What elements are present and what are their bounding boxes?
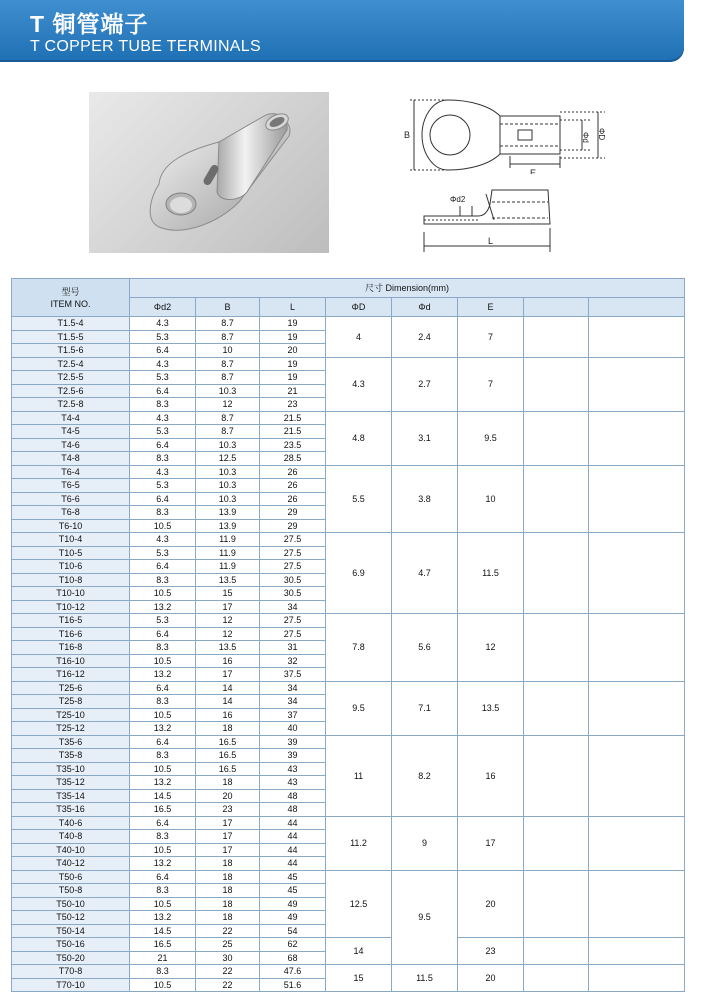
outer-diameter-cell: 11.2 (326, 816, 392, 870)
dimension-cell: 49 (260, 897, 326, 911)
inner-diameter-cell: 2.7 (392, 357, 458, 411)
dimension-cell: 17 (196, 600, 260, 614)
dimension-cell: 18 (196, 857, 260, 871)
dimension-cell: 10.3 (196, 492, 260, 506)
dimension-cell: 6.4 (130, 870, 196, 884)
table-row (12, 816, 685, 830)
dimension-cell: 18 (196, 884, 260, 898)
dimension-cell: 5.3 (130, 546, 196, 560)
dimension-cell: 8.3 (130, 830, 196, 844)
dimension-cell: 4.3 (130, 411, 196, 425)
item-no-cell: T25-10 (12, 708, 130, 722)
table-row (12, 681, 685, 695)
empty-cell (524, 411, 589, 465)
dimension-cell: 8.3 (130, 506, 196, 520)
item-no-cell: T10-6 (12, 560, 130, 574)
dimension-cell: 13.2 (130, 722, 196, 736)
item-no-cell: T40-12 (12, 857, 130, 871)
dimension-cell: 14.5 (130, 924, 196, 938)
dimension-cell: 19 (260, 330, 326, 344)
dimension-cell: 13.2 (130, 857, 196, 871)
page-title-cn: T 铜管端子 (30, 11, 149, 37)
side-view-drawing (400, 180, 630, 264)
dimension-cell: 37.5 (260, 668, 326, 682)
outer-diameter-cell: 4.3 (326, 357, 392, 411)
empty-cell (524, 965, 589, 992)
table-row (12, 965, 685, 979)
dimension-cell: 10.5 (130, 708, 196, 722)
item-no-cell: T25-8 (12, 695, 130, 709)
item-no-cell: T1.5-5 (12, 330, 130, 344)
dimension-cell: 21.5 (260, 411, 326, 425)
dimension-cell: 28.5 (260, 452, 326, 466)
top-view-drawing (400, 96, 630, 174)
dimension-cell: 5.3 (130, 371, 196, 385)
empty-cell (524, 681, 589, 735)
dimension-cell: 10.5 (130, 897, 196, 911)
item-no-cell: T40-10 (12, 843, 130, 857)
dimension-cell: 15 (196, 587, 260, 601)
item-no-cell: T70-10 (12, 978, 130, 992)
dimension-cell: 6.4 (130, 438, 196, 452)
dimension-cell: 18 (196, 911, 260, 925)
item-no-cell: T6-10 (12, 519, 130, 533)
empty-cell (589, 870, 685, 938)
table-row (12, 465, 685, 479)
dimension-cell: 8.7 (196, 425, 260, 439)
item-no-cell: T16-10 (12, 654, 130, 668)
item-no-cell: T35-6 (12, 735, 130, 749)
column-header-empty (589, 298, 685, 317)
empty-cell (524, 614, 589, 682)
item-no-header-en: ITEM NO. (50, 298, 91, 309)
empty-cell (524, 938, 589, 965)
empty-cell (589, 614, 685, 682)
dimension-cell: 47.6 (260, 965, 326, 979)
outer-diameter-cell: 11 (326, 735, 392, 816)
dimension-cell: 8.7 (196, 411, 260, 425)
inner-diameter-cell: 5.6 (392, 614, 458, 682)
item-no-cell: T2.5-5 (12, 371, 130, 385)
dimension-cell: 12 (196, 398, 260, 412)
inner-diameter-cell: 8.2 (392, 735, 458, 816)
dimension-cell: 27.5 (260, 546, 326, 560)
dimension-cell: 20 (196, 789, 260, 803)
dimension-cell: 14.5 (130, 789, 196, 803)
inner-diameter-cell: 7.1 (392, 681, 458, 735)
dimension-cell: 10.3 (196, 479, 260, 493)
inner-diameter-cell: 9 (392, 816, 458, 870)
dimension-cell: 11.9 (196, 560, 260, 574)
outer-diameter-cell: 6.9 (326, 533, 392, 614)
column-header: ΦD (326, 298, 392, 317)
length-e-cell: 17 (458, 816, 524, 870)
column-header: L (260, 298, 326, 317)
item-no-cell: T50-10 (12, 897, 130, 911)
item-no-cell: T6-4 (12, 465, 130, 479)
dimension-cell: 43 (260, 776, 326, 790)
dimension-cell: 27.5 (260, 627, 326, 641)
dimension-cell: 10.5 (130, 843, 196, 857)
dimension-cell: 10.5 (130, 762, 196, 776)
item-no-cell: T10-8 (12, 573, 130, 587)
outer-diameter-cell: 5.5 (326, 465, 392, 533)
title-banner (0, 0, 684, 62)
dimension-cell: 6.4 (130, 344, 196, 358)
item-no-cell: T1.5-6 (12, 344, 130, 358)
dimension-cell: 6.4 (130, 492, 196, 506)
length-e-cell: 20 (458, 965, 524, 992)
inner-diameter-cell: 11.5 (392, 965, 458, 992)
dimension-cell: 27.5 (260, 533, 326, 547)
item-no-cell: T6-6 (12, 492, 130, 506)
dimension-cell: 37 (260, 708, 326, 722)
dimension-cell: 18 (196, 870, 260, 884)
item-no-cell: T1.5-4 (12, 317, 130, 331)
dimension-table (11, 278, 685, 992)
label-phi-small-d: Φd (581, 132, 590, 143)
item-no-cell: T2.5-4 (12, 357, 130, 371)
item-no-cell: T2.5-6 (12, 384, 130, 398)
dimension-cell: 6.4 (130, 560, 196, 574)
dimension-cell: 44 (260, 816, 326, 830)
inner-diameter-cell: 9.5 (392, 870, 458, 965)
dimension-cell: 4.3 (130, 533, 196, 547)
dimension-cell: 8.3 (130, 398, 196, 412)
dimension-cell: 17 (196, 816, 260, 830)
inner-diameter-cell: 4.7 (392, 533, 458, 614)
dimension-cell: 21.5 (260, 425, 326, 439)
length-e-cell: 16 (458, 735, 524, 816)
dimension-cell: 5.3 (130, 330, 196, 344)
item-no-cell: T50-14 (12, 924, 130, 938)
terminal-photo (89, 92, 329, 253)
outer-diameter-cell: 9.5 (326, 681, 392, 735)
dimension-cell: 49 (260, 911, 326, 925)
dimension-cell: 16.5 (196, 762, 260, 776)
dimension-cell: 26 (260, 479, 326, 493)
dimension-cell: 13.2 (130, 600, 196, 614)
empty-cell (524, 816, 589, 870)
dimension-cell: 39 (260, 735, 326, 749)
item-no-cell: T35-14 (12, 789, 130, 803)
item-no-cell: T16-6 (12, 627, 130, 641)
dimension-cell: 4.3 (130, 465, 196, 479)
dimension-cell: 12 (196, 627, 260, 641)
length-e-cell: 12 (458, 614, 524, 682)
length-e-cell: 10 (458, 465, 524, 533)
column-header: Φd (392, 298, 458, 317)
dimension-cell: 44 (260, 830, 326, 844)
column-header: Φd2 (130, 298, 196, 317)
dimension-cell: 10.5 (130, 587, 196, 601)
table-row (12, 614, 685, 628)
column-header: B (196, 298, 260, 317)
length-e-cell: 20 (458, 870, 524, 938)
item-no-cell: T50-8 (12, 884, 130, 898)
dimension-cell: 8.3 (130, 965, 196, 979)
dimension-cell: 11.9 (196, 533, 260, 547)
dimension-cell: 43 (260, 762, 326, 776)
dimension-cell: 34 (260, 600, 326, 614)
dimension-cell: 17 (196, 830, 260, 844)
page-title-en: T COPPER TUBE TERMINALS (30, 38, 261, 55)
item-no-cell: T10-12 (12, 600, 130, 614)
dimension-cell: 34 (260, 681, 326, 695)
empty-cell (589, 411, 685, 465)
item-no-cell: T4-4 (12, 411, 130, 425)
terminal-photo-illustration (89, 92, 329, 253)
dimension-cell: 20 (260, 344, 326, 358)
item-no-cell: T4-8 (12, 452, 130, 466)
dimension-cell: 6.4 (130, 681, 196, 695)
empty-cell (524, 870, 589, 938)
outer-diameter-cell: 4 (326, 317, 392, 358)
dimension-cell: 39 (260, 749, 326, 763)
dimension-cell: 16 (196, 654, 260, 668)
column-header: E (458, 298, 524, 317)
dimension-cell: 19 (260, 371, 326, 385)
table-row (12, 411, 685, 425)
dimension-cell: 26 (260, 492, 326, 506)
empty-cell (589, 681, 685, 735)
dimension-cell: 8.3 (130, 573, 196, 587)
item-no-cell: T16-5 (12, 614, 130, 628)
item-no-cell: T4-6 (12, 438, 130, 452)
dimension-cell: 4.3 (130, 357, 196, 371)
dimension-cell: 23.5 (260, 438, 326, 452)
dimension-cell: 4.3 (130, 317, 196, 331)
length-e-cell: 7 (458, 317, 524, 358)
empty-cell (589, 357, 685, 411)
item-no-cell: T35-8 (12, 749, 130, 763)
dimension-cell: 8.3 (130, 641, 196, 655)
dimension-cell: 13.9 (196, 506, 260, 520)
dimension-cell: 10.3 (196, 438, 260, 452)
dimension-cell: 16 (196, 708, 260, 722)
label-l: L (488, 236, 494, 246)
table-row (12, 317, 685, 331)
column-header-empty (524, 298, 589, 317)
dimension-cell: 5.3 (130, 425, 196, 439)
dimension-cell: 5.3 (130, 479, 196, 493)
dimension-cell: 17 (196, 843, 260, 857)
dimension-cell: 14 (196, 681, 260, 695)
dimension-cell: 10.3 (196, 384, 260, 398)
item-no-cell: T50-6 (12, 870, 130, 884)
table-row (12, 735, 685, 749)
dimension-cell: 18 (196, 776, 260, 790)
empty-cell (589, 965, 685, 992)
dimension-cell: 30.5 (260, 587, 326, 601)
outer-diameter-cell: 4.8 (326, 411, 392, 465)
dimension-cell: 26 (260, 465, 326, 479)
dimension-cell: 30 (196, 951, 260, 965)
item-no-header-cn: 型号 (61, 286, 80, 297)
dimension-cell: 10.3 (196, 465, 260, 479)
table-row (12, 870, 685, 884)
dimension-cell: 23 (196, 803, 260, 817)
dimension-cell: 34 (260, 695, 326, 709)
item-no-cell: T6-5 (12, 479, 130, 493)
item-no-cell: T50-20 (12, 951, 130, 965)
dimension-cell: 44 (260, 857, 326, 871)
dimension-cell: 8.3 (130, 749, 196, 763)
dimension-cell: 14 (196, 695, 260, 709)
dimension-cell: 8.7 (196, 330, 260, 344)
length-e-cell: 13.5 (458, 681, 524, 735)
dimension-cell: 22 (196, 978, 260, 992)
dimension-cell: 27.5 (260, 614, 326, 628)
length-e-cell: 23 (458, 938, 524, 965)
item-no-cell: T16-12 (12, 668, 130, 682)
length-e-cell: 7 (458, 357, 524, 411)
item-no-cell: T50-12 (12, 911, 130, 925)
empty-cell (524, 465, 589, 533)
empty-cell (589, 317, 685, 358)
empty-cell (589, 938, 685, 965)
item-no-cell: T25-6 (12, 681, 130, 695)
item-no-cell: T35-10 (12, 762, 130, 776)
dimension-cell: 8.7 (196, 371, 260, 385)
item-no-cell: T50-16 (12, 938, 130, 952)
dimension-cell: 6.4 (130, 816, 196, 830)
dimension-cell: 45 (260, 884, 326, 898)
table-row (12, 938, 685, 952)
dimension-cell: 51.6 (260, 978, 326, 992)
inner-diameter-cell: 3.1 (392, 411, 458, 465)
item-no-cell: T35-16 (12, 803, 130, 817)
label-phi-big-d: ΦD (597, 128, 606, 141)
dimension-cell: 40 (260, 722, 326, 736)
dimension-cell: 8.7 (196, 357, 260, 371)
dimension-cell: 8.3 (130, 884, 196, 898)
label-e: E (530, 168, 537, 174)
dimension-cell: 16.5 (196, 749, 260, 763)
dimension-cell: 23 (260, 398, 326, 412)
outer-diameter-cell: 14 (326, 938, 392, 965)
table-row (12, 533, 685, 547)
dimension-cell: 19 (260, 317, 326, 331)
dimension-cell: 17 (196, 668, 260, 682)
empty-cell (589, 735, 685, 816)
item-no-cell: T10-4 (12, 533, 130, 547)
dimension-cell: 32 (260, 654, 326, 668)
dimension-cell: 22 (196, 924, 260, 938)
empty-cell (524, 533, 589, 614)
dimension-cell: 16.5 (130, 938, 196, 952)
empty-cell (524, 357, 589, 411)
item-no-cell: T25-12 (12, 722, 130, 736)
inner-diameter-cell: 2.4 (392, 317, 458, 358)
dimension-cell: 12 (196, 614, 260, 628)
dimension-cell: 10.5 (130, 978, 196, 992)
item-no-cell: T10-10 (12, 587, 130, 601)
inner-diameter-cell: 3.8 (392, 465, 458, 533)
dimension-cell: 13.2 (130, 911, 196, 925)
dimension-cell: 54 (260, 924, 326, 938)
item-no-cell: T16-8 (12, 641, 130, 655)
dimension-cell: 6.4 (130, 627, 196, 641)
dimension-cell: 18 (196, 722, 260, 736)
table-body (12, 317, 685, 992)
dimension-cell: 30.5 (260, 573, 326, 587)
dimension-cell: 22 (196, 965, 260, 979)
table-row (12, 357, 685, 371)
dimension-cell: 10.5 (130, 654, 196, 668)
outer-diameter-cell: 12.5 (326, 870, 392, 938)
dimension-cell: 13.5 (196, 641, 260, 655)
dimension-cell: 12.5 (196, 452, 260, 466)
dimension-cell: 8.3 (130, 695, 196, 709)
dimension-cell: 19 (260, 357, 326, 371)
dimension-cell: 8.7 (196, 317, 260, 331)
label-phi-d2: Φd2 (450, 195, 466, 204)
dimension-cell: 68 (260, 951, 326, 965)
dimension-header: 尺寸 Dimension(mm) (130, 279, 685, 298)
item-no-cell: T10-5 (12, 546, 130, 560)
item-no-cell: T6-8 (12, 506, 130, 520)
dimension-cell: 5.3 (130, 614, 196, 628)
dimension-cell: 62 (260, 938, 326, 952)
label-b: B (404, 130, 411, 140)
empty-cell (589, 533, 685, 614)
dimension-cell: 10.5 (130, 519, 196, 533)
dimension-cell: 13.9 (196, 519, 260, 533)
dimension-cell: 13.2 (130, 668, 196, 682)
item-no-cell: T40-6 (12, 816, 130, 830)
dimension-cell: 6.4 (130, 384, 196, 398)
dimension-cell: 11.9 (196, 546, 260, 560)
dimension-cell: 21 (130, 951, 196, 965)
dimension-cell: 8.3 (130, 452, 196, 466)
length-e-cell: 9.5 (458, 411, 524, 465)
item-no-cell: T4-5 (12, 425, 130, 439)
outer-diameter-cell: 7.8 (326, 614, 392, 682)
length-e-cell: 11.5 (458, 533, 524, 614)
dimension-cell: 44 (260, 843, 326, 857)
dimension-cell: 29 (260, 506, 326, 520)
item-no-header (12, 279, 130, 317)
item-no-cell: T2.5-8 (12, 398, 130, 412)
dimension-cell: 31 (260, 641, 326, 655)
dimension-cell: 48 (260, 789, 326, 803)
item-no-cell: T70-8 (12, 965, 130, 979)
dimension-cell: 6.4 (130, 735, 196, 749)
empty-cell (589, 816, 685, 870)
outer-diameter-cell: 15 (326, 965, 392, 992)
dimension-cell: 10 (196, 344, 260, 358)
dimension-cell: 21 (260, 384, 326, 398)
dimension-cell: 45 (260, 870, 326, 884)
dimension-cell: 18 (196, 897, 260, 911)
empty-cell (524, 735, 589, 816)
empty-cell (589, 465, 685, 533)
dimension-cell: 13.5 (196, 573, 260, 587)
dimension-cell: 29 (260, 519, 326, 533)
dimension-cell: 25 (196, 938, 260, 952)
dimension-cell: 27.5 (260, 560, 326, 574)
item-no-cell: T35-12 (12, 776, 130, 790)
dimension-cell: 13.2 (130, 776, 196, 790)
dimension-cell: 48 (260, 803, 326, 817)
item-no-cell: T40-8 (12, 830, 130, 844)
empty-cell (524, 317, 589, 358)
dimension-cell: 16.5 (196, 735, 260, 749)
dimension-cell: 16.5 (130, 803, 196, 817)
